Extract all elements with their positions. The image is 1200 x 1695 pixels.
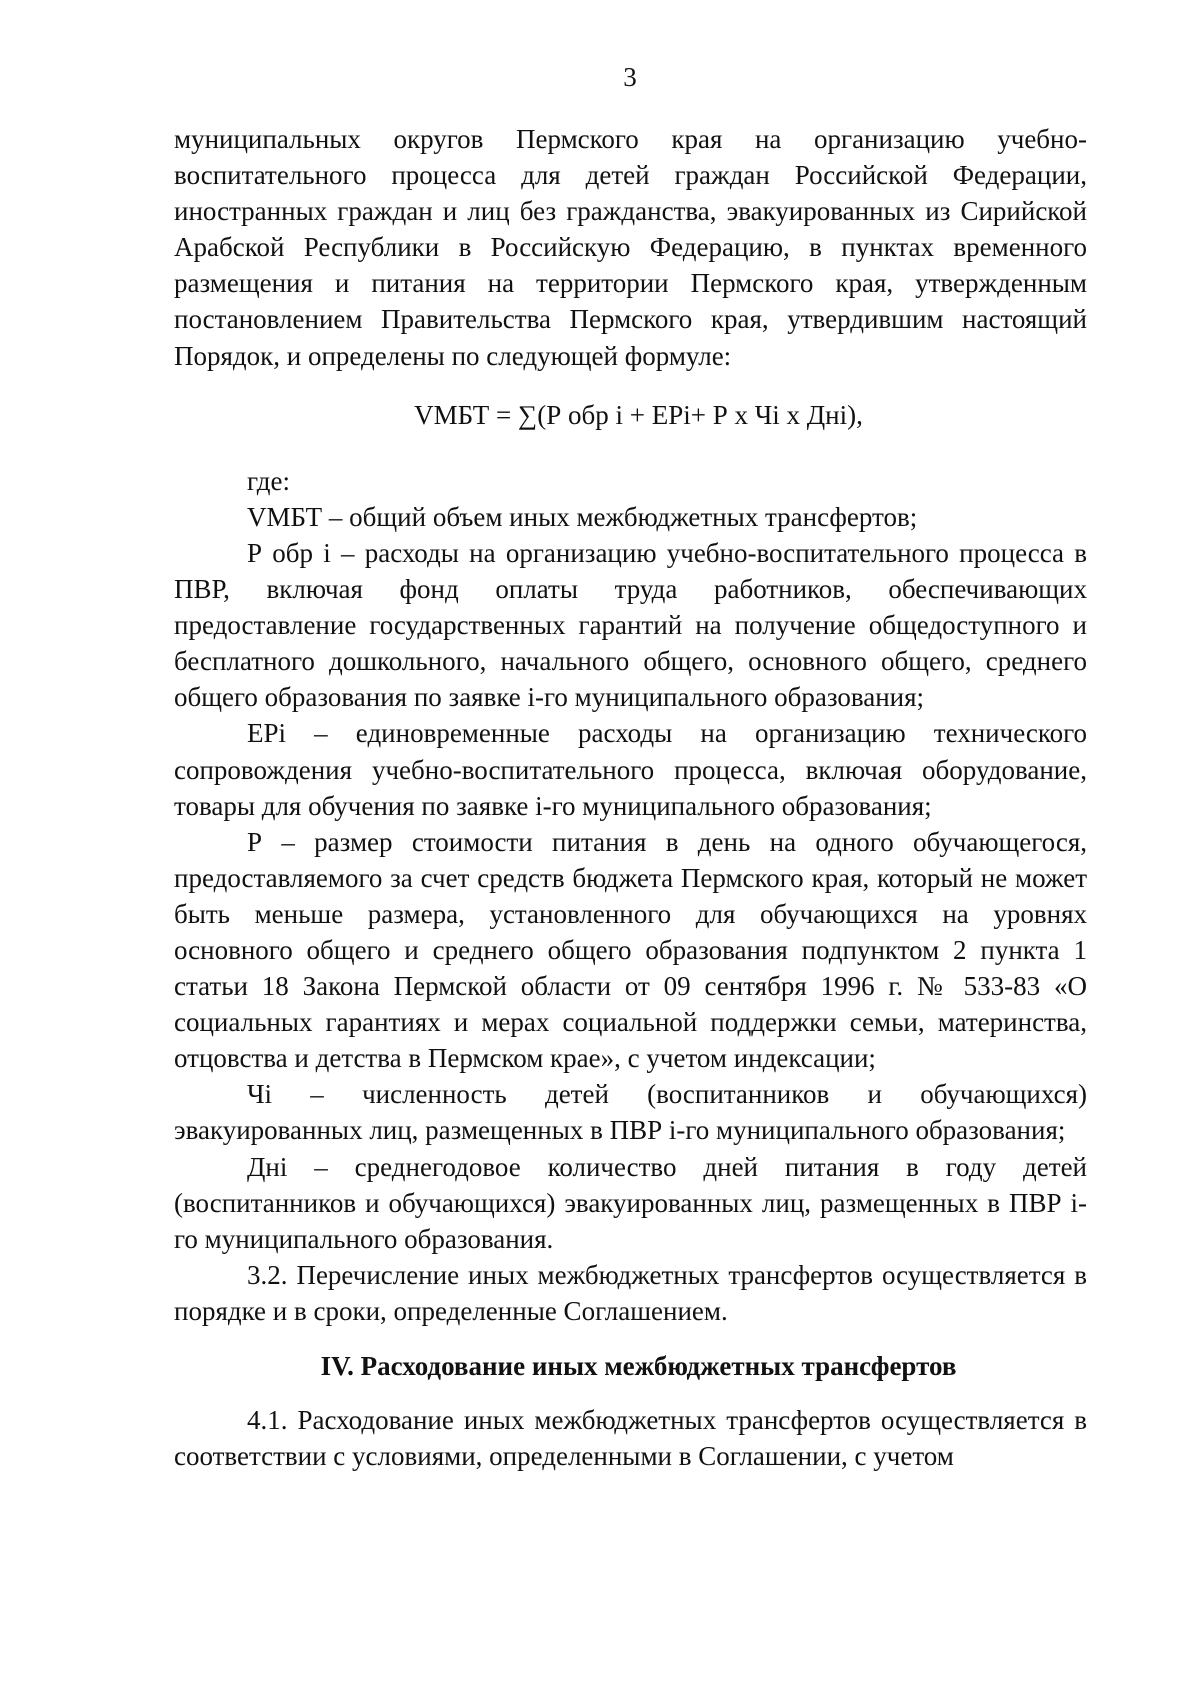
definition-p: Р – размер стоимости питания в день на одного обучающегося, предоставляемого за счет средств бюджета Пермского края, который не может быть меньше размера, установленного для обучающихся на уровнях основного общего и среднего общего образования подпунктом 2 пункта 1 статьи 18 Закона Пермской области от 09 сентября 1996 г. № 533-83 «О социальных гарантиях и мерах социальной поддержки семьи, материнства, отцовства и детства в Пермском крае», с учетом индексации; — [174, 826, 1087, 1074]
definition-p-obr: Р обр i – расходы на организацию учебно-воспитательного процесса в ПВР, включая фонд оплаты труда работников, обеспечивающих предоставление государственных гарантий на получение общедоступного и бесплатного дошкольного, начального общего, основного общего, среднего общего образования по заявке i-го муниципального образования; — [174, 537, 1087, 713]
where-label: где: — [247, 465, 290, 496]
paragraph-3-2: 3.2. Перечисление иных межбюджетных трансфертов осуществляется в порядке и в сроки, определенные Соглашением. — [174, 1259, 1087, 1326]
paragraph-formula-intro: муниципальных округов Пермского края на организацию учебно-воспитательного процесса для детей граждан Российской Федерации, иностранных граждан и лиц без гражданства, эвакуированных из Сирийской Арабской Республики в Российскую Федерацию, в пунктах временного размещения и питания на территории Пермского края, утвержденным постановлением Правительства Пермского края, утвердившим настоящий Порядок, и определены по следующей формуле: — [174, 124, 1087, 371]
definition-dni: Днi – среднегодовое количество дней питания в году детей (воспитанников и обучающихся) эвакуированных лиц, размещенных в ПВР i-го муниципального образования. — [174, 1151, 1087, 1254]
document-body — [174, 121, 1087, 1474]
definition-vmbt: VМБТ – общий объем иных межбюджетных трансфертов; — [247, 501, 918, 532]
definition-chi: Чi – численность детей (воспитанников и обучающихся) эвакуированных лиц, размещенных в ПВР i-го муниципального образования; — [174, 1079, 1087, 1146]
section-heading-iv: IV. Расходование иных межбюджетных трансфертов — [320, 1351, 957, 1381]
definition-epi: ЕРi – единовременные расходы на организацию технического сопровождения учебно-воспитательного процесса, включая оборудование, товары для обучения по заявке i-го муниципального образования; — [174, 718, 1087, 821]
formula: VМБТ = ∑(Р обр i + ЕРi+ Р х Чi х Днi), — [414, 399, 863, 430]
paragraph-4-1: 4.1. Расходование иных межбюджетных трансфертов осуществляется в соответствии с условиями, определенными в Соглашении, с учетом — [174, 1405, 1087, 1472]
page-number: 3 — [623, 62, 637, 92]
